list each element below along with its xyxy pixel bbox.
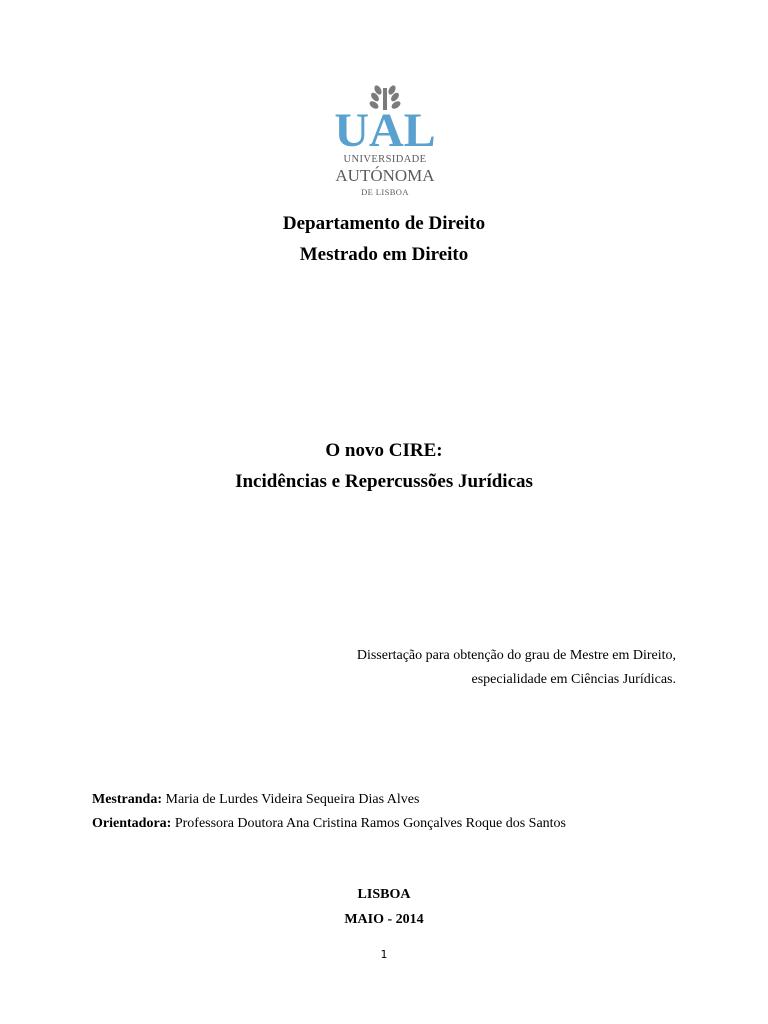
thesis-title-line2: Incidências e Repercussões Jurídicas (235, 471, 533, 492)
page-number: 1 (380, 948, 388, 961)
dissertation-line2: especialidade em Ciências Jurídicas. (471, 672, 676, 687)
advisor-row (92, 816, 566, 832)
university-logo (330, 84, 440, 197)
advisor-name: Professora Doutora Ana Cristina Ramos Gonçalves Roque dos Santos (174, 816, 567, 831)
department-heading: Departamento de Direito (282, 213, 486, 234)
logo-acronym: UAL (334, 104, 436, 152)
student-label: Mestranda: (92, 792, 162, 807)
ual-logo-icon (330, 84, 440, 152)
logo-text-de-lisboa: DE LISBOA (361, 187, 409, 197)
logo-text-autonoma: AUTÓNOMA (335, 166, 435, 185)
advisor-label: Orientadora: (92, 816, 172, 831)
footer-city: LISBOA (357, 887, 411, 902)
dissertation-line1: Dissertação para obtenção do grau de Mestre em Direito, (356, 648, 676, 663)
footer-date: MAIO - 2014 (344, 912, 424, 927)
thesis-title-line1: O novo CIRE: (325, 440, 443, 461)
student-name: Maria de Lurdes Videira Sequeira Dias Alves (165, 792, 420, 807)
program-heading: Mestrado em Direito (299, 244, 469, 265)
student-row (92, 792, 419, 808)
logo-text-universidade: UNIVERSIDADE (343, 154, 427, 165)
